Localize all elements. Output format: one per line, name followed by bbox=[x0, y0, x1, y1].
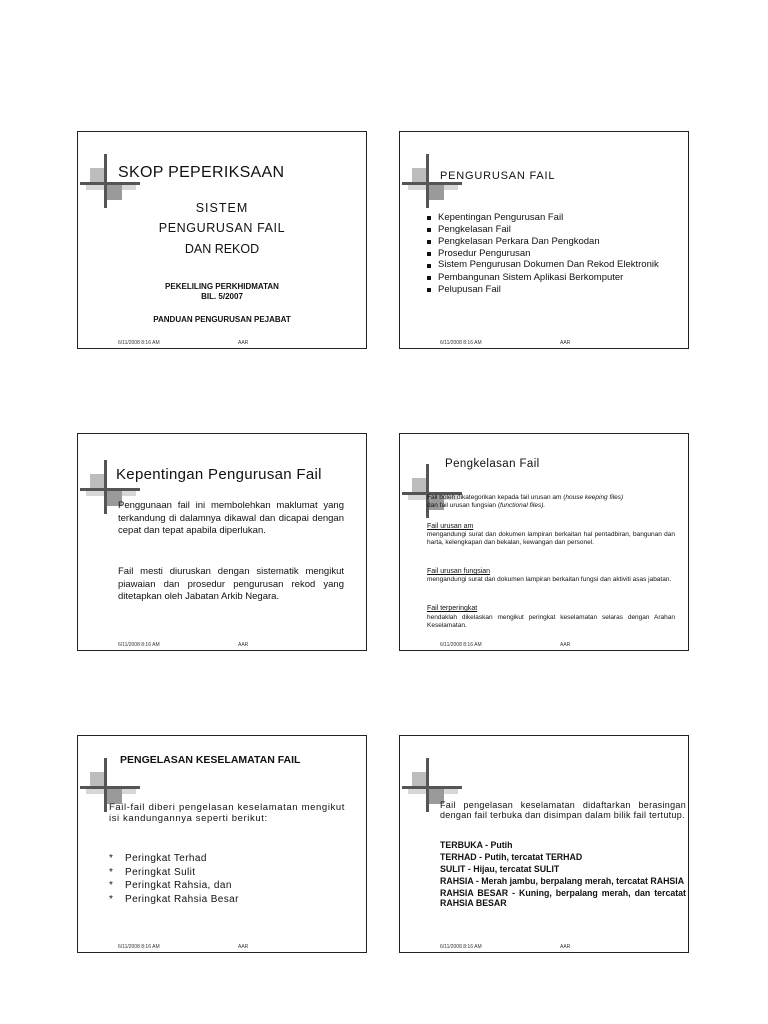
slide-skop-peperiksaan bbox=[77, 131, 367, 349]
list-item: SULIT - Hijau, tercatat SULIT bbox=[440, 864, 560, 874]
colour-code-list bbox=[440, 840, 686, 908]
intro-part-c: dan fail urusan fungsian ( bbox=[427, 502, 500, 509]
slide-kepentingan-pengurusan-fail bbox=[77, 433, 367, 651]
slide-title: PENGURUSAN FAIL bbox=[440, 170, 556, 182]
list-item: Kepentingan Pengurusan Fail bbox=[426, 212, 676, 224]
subtitle-line-1: SISTEM bbox=[195, 201, 249, 215]
footer-author: AAR bbox=[238, 642, 249, 648]
list-item: Pembangunan Sistem Aplikasi Berkomputer bbox=[426, 272, 676, 284]
footer-date: 6/11/2008 8:16 AM bbox=[440, 340, 482, 346]
footer-author: AAR bbox=[238, 944, 249, 950]
guide-title: PANDUAN PENGURUSAN PEJABAT bbox=[153, 315, 291, 324]
footer-author: AAR bbox=[560, 642, 571, 648]
item-label: Peringkat Rahsia Besar bbox=[125, 893, 239, 905]
asterisk-marker: * bbox=[109, 880, 113, 891]
list-item bbox=[109, 879, 239, 893]
classification-list bbox=[109, 852, 239, 906]
heading-terperingkat: Fail terperingkat bbox=[427, 605, 478, 612]
text-urusan-am: mengandungi surat dan dokumen lampiran berkaitan hal pentadbiran, bangunan dan harta, kelengkapan dan bekalan, kewangan dan personel. bbox=[427, 531, 675, 546]
intro-part-b: house keeping files) bbox=[565, 494, 624, 501]
intro-part-d: functional files). bbox=[500, 502, 546, 509]
item-label: Peringkat Sulit bbox=[125, 866, 196, 878]
asterisk-marker: * bbox=[109, 853, 113, 864]
item-label: Peringkat Rahsia, dan bbox=[125, 880, 232, 891]
footer-author: AAR bbox=[560, 944, 571, 950]
list-item: Prosedur Pengurusan bbox=[426, 248, 676, 260]
paragraph-2: Fail mesti diuruskan dengan sistematik mengikut piawaian dan prosedur pengurusan rekod yang ditetapkan oleh Jabatan Arkib Negara. bbox=[118, 566, 344, 602]
slide-title: Kepentingan Pengurusan Fail bbox=[116, 466, 322, 483]
text-urusan-fungsian: mengandungi surat dan dokumen lampiran berkaitan fungsi dan aktiviti asas jabatan. bbox=[427, 576, 672, 583]
footer-date: 6/11/2008 8:16 AM bbox=[118, 340, 160, 346]
subtitle-line-2: PENGURUSAN FAIL bbox=[158, 221, 286, 235]
paragraph-1: Penggunaan fail ini membolehkan maklumat yang terkandung di dalamnya dikawal dan dicapai dengan cepat dan tepat apabila diperlukan. bbox=[118, 500, 344, 536]
slide-pengelasan-keselamatan bbox=[77, 735, 367, 953]
asterisk-marker: * bbox=[109, 866, 113, 878]
list-item: RAHSIA BESAR - Kuning, berpalang merah, dan tercatat RAHSIA BESAR bbox=[440, 888, 686, 908]
footer-date: 6/11/2008 8:16 AM bbox=[440, 944, 482, 950]
item-label: Peringkat Terhad bbox=[125, 853, 207, 864]
heading-urusan-fungsian: Fail urusan fungsian bbox=[427, 568, 491, 575]
asterisk-marker: * bbox=[109, 893, 113, 905]
footer-author: AAR bbox=[560, 340, 571, 346]
list-item: Pengkelasan Perkara Dan Pengkodan bbox=[426, 236, 676, 248]
list-item: TERHAD - Putih, tercatat TERHAD bbox=[440, 852, 583, 862]
intro-text bbox=[427, 494, 679, 510]
list-item bbox=[109, 893, 239, 907]
intro-text: Fail-fail diberi pengelasan keselamatan mengikut isi kandungannya seperti berikut: bbox=[109, 802, 345, 824]
slide-title: Pengkelasan Fail bbox=[445, 458, 540, 470]
slide-title: PENGELASAN KESELAMATAN FAIL bbox=[120, 754, 301, 766]
list-item: TERBUKA - Putih bbox=[440, 840, 513, 850]
list-item: Pelupusan Fail bbox=[426, 284, 676, 296]
text-terperingkat: hendaklah dikelaskan mengikut peringkat keselamatan selaras dengan Arahan Keselamatan. bbox=[427, 614, 675, 629]
slide-pengurusan-fail bbox=[399, 131, 689, 349]
intro-text: Fail pengelasan keselamatan didaftarkan berasingan dengan fail terbuka dan disimpan dalam bilik fail tertutup. bbox=[440, 800, 686, 820]
circular-number: BIL. 5/2007 bbox=[201, 292, 243, 301]
footer-author: AAR bbox=[238, 340, 249, 346]
list-item: Pengkelasan Fail bbox=[426, 224, 676, 236]
list-item: Sistem Pengurusan Dokumen Dan Rekod Elektronik bbox=[426, 260, 676, 270]
circular-title: PEKELILING PERKHIDMATAN bbox=[165, 282, 279, 291]
topic-list bbox=[426, 212, 676, 296]
subtitle-line-3: DAN REKOD bbox=[184, 242, 260, 256]
slide-fail-pengelasan-keselamatan bbox=[399, 735, 689, 953]
slide-title: SKOP PEPERIKSAAN bbox=[118, 164, 285, 181]
intro-part-a: Fail boleh dikategorikan kepada fail urusan am ( bbox=[427, 494, 566, 501]
slide-pengkelasan-fail bbox=[399, 433, 689, 651]
footer-date: 6/11/2008 8:16 AM bbox=[118, 944, 160, 950]
footer-date: 6/11/2008 8:16 AM bbox=[118, 642, 160, 648]
footer-date: 6/11/2008 8:16 AM bbox=[440, 642, 482, 648]
list-item: RAHSIA - Merah jambu, berpalang merah, tercatat RAHSIA bbox=[440, 876, 685, 886]
list-item bbox=[109, 866, 239, 880]
heading-urusan-am: Fail urusan am bbox=[427, 523, 474, 530]
list-item bbox=[109, 852, 239, 866]
